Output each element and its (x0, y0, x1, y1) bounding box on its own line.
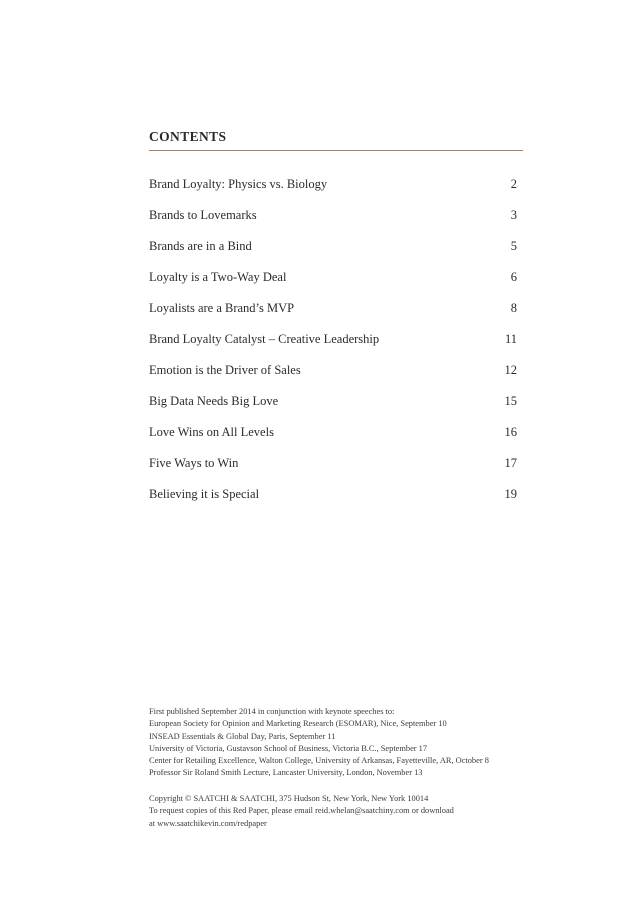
heading-divider (149, 150, 523, 151)
toc-entry[interactable] (149, 425, 517, 456)
toc-entry[interactable] (149, 456, 517, 487)
publication-notes (149, 706, 529, 780)
toc-entry[interactable] (149, 239, 517, 270)
toc-entry[interactable] (149, 332, 517, 363)
toc-entry-title: Loyalists are a Brand’s MVP (149, 301, 295, 315)
toc-entry-title: Big Data Needs Big Love (149, 394, 279, 408)
toc-entry-title: Brands are in a Bind (149, 239, 252, 253)
copyright-line: Copyright © SAATCHI & SAATCHI, 375 Hudson St, New York, New York 10014 (149, 794, 429, 803)
copyright-line: To request copies of this Red Paper, please email reid.whelan@saatchiny.com or download (149, 806, 454, 816)
toc-entry-page: 12 (504, 363, 517, 377)
toc-entry-page: 8 (510, 301, 517, 315)
toc-entry-page: 11 (504, 332, 517, 346)
publication-line: University of Victoria, Gustavson School of Business, Victoria B.C., September 17 (149, 743, 428, 753)
toc-entry-page: 3 (510, 208, 517, 222)
toc-entry-title: Brand Loyalty: Physics vs. Biology (149, 177, 328, 191)
toc-entry-page: 15 (504, 394, 517, 408)
publication-line: First published September 2014 in conjunction with keynote speeches to: (149, 707, 395, 716)
toc-entry-title: Love Wins on All Levels (149, 425, 274, 439)
toc-entry[interactable] (149, 363, 517, 394)
toc-entry-title: Five Ways to Win (149, 456, 239, 470)
toc-entry-title: Brands to Lovemarks (149, 208, 257, 222)
toc-entry-title: Believing it is Special (149, 487, 260, 501)
toc-entry[interactable] (149, 394, 517, 425)
copyright-line: at www.saatchikevin.com/redpaper (149, 818, 267, 828)
toc-entry-page: 6 (510, 270, 517, 284)
toc-entry-title: Emotion is the Driver of Sales (149, 363, 301, 377)
contents-heading: CONTENTS (149, 129, 227, 144)
toc-entry-page: 2 (510, 177, 517, 191)
toc-entry-page: 16 (504, 425, 517, 439)
copyright-notice (149, 793, 529, 830)
toc-entry-page: 5 (510, 239, 517, 253)
toc-entry[interactable] (149, 177, 517, 208)
publication-line: Professor Sir Roland Smith Lecture, Lancaster University, London, November 13 (149, 768, 423, 778)
publication-line: European Society for Opinion and Marketing Research (ESOMAR), Nice, September 10 (149, 719, 447, 729)
toc-entry[interactable] (149, 270, 517, 301)
table-of-contents (149, 177, 517, 518)
toc-entry-title: Loyalty is a Two-Way Deal (149, 270, 287, 284)
toc-entry-page: 19 (504, 487, 517, 501)
toc-entry[interactable] (149, 208, 517, 239)
toc-entry[interactable] (149, 487, 517, 518)
toc-entry[interactable] (149, 301, 517, 332)
publication-line: INSEAD Essentials & Global Day, Paris, September 11 (149, 731, 336, 741)
toc-entry-title: Brand Loyalty Catalyst – Creative Leadership (149, 332, 380, 346)
publication-line: Center for Retailing Excellence, Walton College, University of Arkansas, Fayetteville, AR, October 8 (149, 756, 489, 766)
toc-entry-page: 17 (504, 456, 517, 470)
